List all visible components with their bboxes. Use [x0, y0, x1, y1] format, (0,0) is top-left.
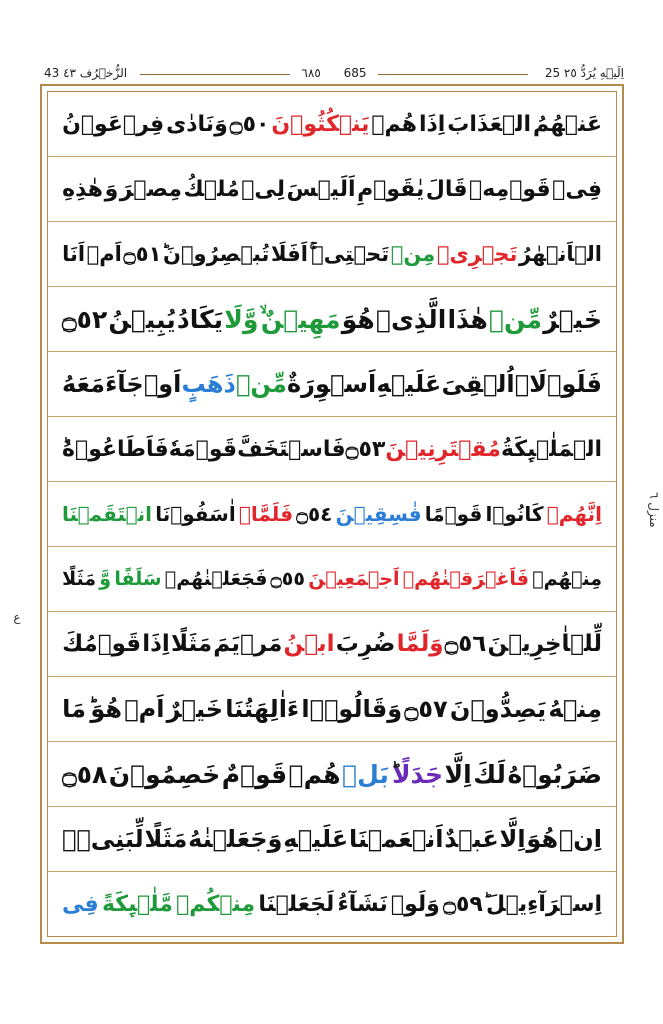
verse-word: ۝٥٣	[345, 436, 386, 462]
verse-word: سَلَفًا	[114, 568, 162, 590]
verse-word: خَيۡرٌ	[543, 304, 602, 334]
verse-word: مِّنۡ	[489, 304, 543, 334]
verse-word: قَوۡمًا	[424, 502, 483, 526]
verse-word: فَلَمَّاۤ	[238, 502, 294, 526]
verse-word: اَلَيۡسَ	[286, 176, 356, 202]
verse-word: عَنۡهُمُ	[533, 111, 602, 137]
verse-word: قَوۡمٌ	[221, 759, 288, 789]
verse-word: اَسۡوِرَةٌ	[286, 370, 377, 398]
verse-word: مِنۡ	[390, 242, 436, 266]
verse-word: مِنۡكُمۡ	[176, 891, 256, 917]
verse-line	[48, 222, 616, 287]
verse-word: الۡعَذَابَ	[447, 111, 532, 137]
verse-line	[48, 612, 616, 677]
verse-word: مَثَلًا	[62, 568, 97, 590]
verse-word: ۝٥٤	[296, 502, 333, 526]
header-page-arabic: ٦٨٥	[301, 66, 321, 80]
verse-word: هٰذِهِ	[62, 176, 104, 202]
verse-line	[48, 287, 616, 352]
verse-word: مَرۡيَمَ	[213, 631, 283, 657]
verse-word: اَفَلَا	[271, 242, 308, 266]
verse-word: اِذَا	[142, 631, 170, 657]
verse-line	[48, 677, 616, 742]
verse-word: هُوَ	[526, 825, 559, 853]
verse-word: عَلَيۡهِ	[283, 825, 349, 853]
verse-word: جَدَلًا	[391, 759, 444, 789]
margin-ruku-note: ع	[13, 610, 21, 624]
verse-word: ۝٥٧	[404, 695, 448, 723]
verse-word: هُوَ	[90, 695, 123, 723]
verse-word: هٰذَا	[447, 304, 488, 334]
verse-word: قَوۡمَهٗ	[168, 436, 238, 462]
verse-word: لِّبَنِىۡۤ	[62, 825, 144, 853]
verse-word: فٰسِقِيۡنَ	[335, 502, 422, 526]
verse-word: مِصۡرَ	[119, 176, 182, 202]
verse-word: مَّلٰۤٮِٕكَةً	[101, 891, 173, 917]
verse-word: مِنۡهُمۡ	[532, 568, 602, 590]
verse-word: فَجَعَلۡنٰهُمۡ	[164, 568, 268, 590]
verse-word: ۝٥٥	[270, 568, 305, 590]
verse-word: خَصِمُوۡنَ	[108, 759, 221, 789]
margin-manzil-note: منزل ٦	[647, 492, 661, 528]
verse-word: فِى	[62, 891, 99, 917]
verse-word: ۝٥٠	[229, 111, 270, 137]
verse-word: مِنۡهُ	[548, 695, 602, 723]
verse-word: يَكَادُ	[176, 304, 224, 334]
header-juz: 25 اِلَيۡهِ يُرَدُّ ٢٥	[544, 66, 624, 80]
verse-word: ضُرِبَ	[335, 631, 396, 657]
verse-word: مَثَلًا	[171, 631, 213, 657]
verse-word: اٰسَفُوۡنَا	[155, 502, 236, 526]
verse-word: لَجَعَلۡنَا	[258, 891, 335, 917]
verse-word: مَثَلًا	[144, 825, 188, 853]
verse-word: اَجۡمَعِيۡنَ	[308, 568, 400, 590]
verse-word: اُلۡقِىَ	[441, 370, 515, 398]
verse-word: ۝٥٢	[62, 304, 108, 334]
verse-line	[48, 872, 616, 936]
verse-word: اَوۡ	[143, 370, 182, 398]
verse-line	[48, 742, 616, 807]
verse-word: اَنَا	[62, 242, 86, 266]
verse-word: اِسۡرَآءِيۡلَ	[486, 891, 602, 917]
verse-word: ءَاٰلِهَتُنَا	[225, 695, 300, 723]
verse-word: وَنَادٰى	[166, 111, 228, 137]
verse-word: ۝٥٦	[444, 631, 487, 657]
verse-word: لِىۡ	[241, 176, 285, 202]
verse-word: ۝٥٨	[62, 759, 108, 789]
verse-word: اَمۡ	[86, 242, 122, 266]
verse-word: انۡتَقَمۡنَا	[62, 502, 153, 526]
verse-word: مَهِيۡنٌ	[260, 304, 341, 334]
verse-word: وَلَمَّا	[396, 631, 444, 657]
header-rule-right	[378, 74, 528, 75]
header-surah: 43 الزُّخۡرُف ٤٣	[44, 66, 128, 80]
verse-word: مَعَهُ	[62, 370, 105, 398]
verse-word: هُمۡ	[288, 759, 341, 789]
verse-word: اِلَّا	[499, 825, 526, 853]
verse-word: لِّلۡاٰخِرِيۡنَ	[487, 631, 602, 657]
verse-word: فِىۡ	[552, 176, 602, 202]
verse-word: خَيۡرٌ	[166, 695, 224, 723]
verse-word: يَصِدُّوۡنَ	[449, 695, 547, 723]
verse-word: عَبۡدٌ	[444, 825, 499, 853]
verse-word: فِرۡعَوۡنُ	[62, 111, 165, 137]
verse-line	[48, 547, 616, 612]
header-page-number	[44, 66, 624, 80]
verse-word: هُوَ	[341, 304, 375, 334]
verse-word: اِنَّهُمۡ	[546, 502, 602, 526]
verse-word: وَقَالُوۡۤا	[301, 695, 403, 723]
verse-word: وَلَوۡ	[390, 891, 440, 917]
verse-word: ضَرَبُوۡهُ	[507, 759, 602, 789]
verse-word: يٰقَوۡمِ	[357, 176, 425, 202]
verse-word: ؕ۝٥٩	[443, 891, 483, 917]
verse-word: مُقۡتَرِنِيۡنَ	[385, 436, 501, 462]
verse-word: هُمۡ	[371, 111, 418, 137]
verse-word: فَاسۡتَخَفَّ	[237, 436, 346, 462]
verse-word: مُلۡكُ	[183, 176, 240, 202]
verse-word: اَنۡعَمۡنَا	[348, 825, 444, 853]
verse-word: ذَهَبٍ	[181, 370, 236, 398]
verse-word: فَاَغۡرَقۡنٰهُمۡ	[402, 568, 529, 590]
verse-line	[48, 157, 616, 222]
verse-word: كَانُوۡا	[485, 502, 544, 526]
verse-word: اِذَا	[418, 111, 446, 137]
verse-word: اِنۡ	[558, 825, 602, 853]
verse-word: مِّنۡ	[235, 370, 287, 398]
verse-word: تَحۡتِىۡ	[311, 242, 390, 266]
verse-line	[48, 807, 616, 872]
verse-word: جَآءَ	[105, 370, 144, 398]
verse-word: مَا	[62, 695, 86, 723]
verse-word: يُبِيۡنُ	[108, 304, 176, 334]
verse-word: اَمۡ	[124, 695, 165, 723]
verse-word: قَوۡمِهٖ	[469, 176, 551, 202]
verse-word: وَ	[104, 176, 119, 202]
verse-line	[48, 482, 616, 547]
header-page-latin: 685	[343, 66, 367, 80]
verse-word: لَكَ	[473, 759, 506, 789]
verse-word: اِلَّا	[444, 759, 472, 789]
verse-word: الۡاَنۡهٰرُ	[519, 242, 602, 266]
verse-word: قَالَ	[425, 176, 468, 202]
verse-line	[48, 352, 616, 417]
verse-word: ؕ۝٥١	[123, 242, 162, 266]
verse-word: الَّذِىۡ	[375, 304, 447, 334]
verse-line	[48, 417, 616, 482]
quran-text-block	[48, 92, 616, 936]
verse-word: عَلَيۡهِ	[376, 370, 442, 398]
verse-word: فَاَطَاعُوۡهُ	[62, 436, 169, 462]
verse-word: وَّ	[99, 568, 112, 590]
page-header	[44, 66, 624, 84]
verse-word: فَلَوۡلَاۤ	[514, 370, 602, 398]
verse-word: قَوۡمُكَ	[62, 631, 142, 657]
verse-word: تُبۡصِرُوۡنَ	[163, 242, 270, 266]
header-rule-left	[140, 74, 290, 75]
verse-word: بَلۡ	[342, 759, 389, 789]
verse-word: تَجۡرِىۡ	[436, 242, 518, 266]
verse-word: ابۡنُ	[283, 631, 335, 657]
verse-word: وَجَعَلۡنٰهُ	[188, 825, 283, 853]
verse-word: يَنۡكُثُوۡنَ	[271, 111, 370, 137]
verse-word: الۡمَلٰۤٮِٕكَةُ	[500, 436, 602, 462]
verse-line	[48, 92, 616, 157]
verse-word: وَّلَا	[224, 304, 259, 334]
verse-word: نَشَآءُ	[337, 891, 388, 917]
